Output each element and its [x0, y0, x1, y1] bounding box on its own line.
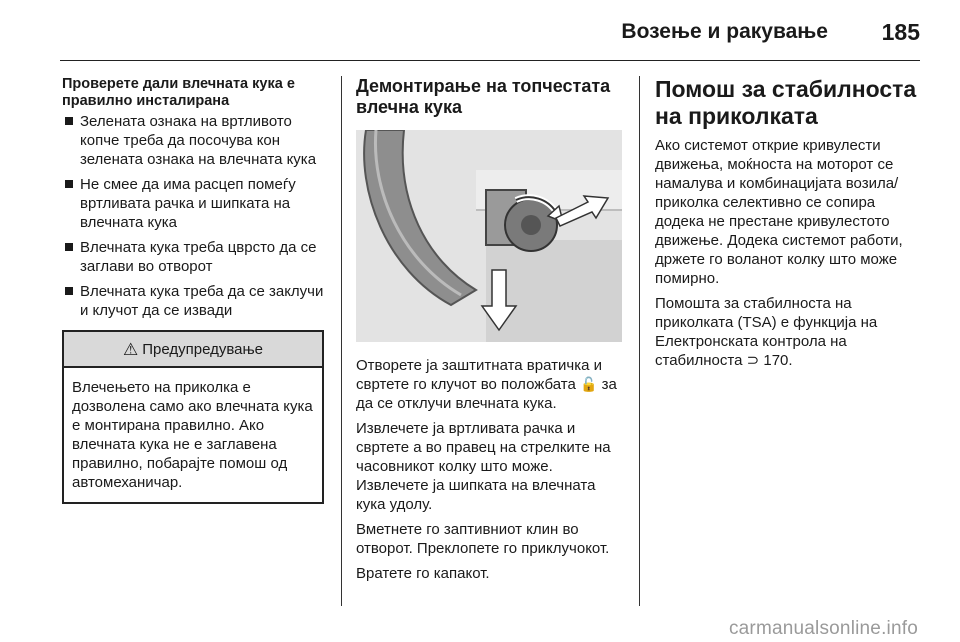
bullet-square-icon [65, 117, 73, 125]
list-item: Влечната кука треба да се заклучи и клучот да се извади [62, 282, 324, 320]
page-ref-arrow-icon: ⊃ [746, 352, 760, 369]
bullet-square-icon [65, 243, 73, 251]
removal-heading: Демонтирање на топчестата влечна кука [356, 76, 611, 117]
bullet-square-icon [65, 180, 73, 188]
tow-hitch-illustration [356, 130, 622, 342]
bullet-square-icon [65, 287, 73, 295]
step-unlock: Отворете ја заштитната вратичка и свртете го клучот во положбата 🔓 за да се отклучи влечната кука. [356, 357, 617, 412]
step-cover: Вратете го капакот. [356, 565, 490, 582]
unlock-icon: 🔓 [579, 376, 598, 392]
header-divider [60, 60, 920, 61]
list-item: Зелената ознака на вртливото копче треба да посочува кон зелената ознака на влечната кука [62, 112, 324, 169]
step-seal: Вметнете го заптивниот клин во отворот. Преклопете го приклучокот. [356, 521, 610, 557]
check-list [62, 112, 324, 320]
header-title: Возење и ракување [621, 20, 828, 43]
tsa-reference: Помошта за стабилноста на приколката (TSA) е функција на Електронската контрола на стабилноста ⊃ 170. [655, 295, 878, 369]
page-reference-link[interactable]: 170. [763, 352, 793, 369]
tsa-heading: Помош за стабилноста на приколката [655, 76, 917, 129]
warning-text: Влечењето на приколка е дозволена само ако влечната кука е монтирана правилно. Ако влечната кука не е заглавена правилно, побарајте помош од автомеханичар. [72, 379, 313, 491]
check-installation-heading: Проверете дали влечната кука е правилно инсталирана [62, 76, 295, 109]
page-number: 185 [881, 19, 920, 45]
warning-title: Предупредување [142, 340, 264, 358]
page-header [0, 0, 960, 60]
column-divider [639, 76, 640, 606]
column-left [62, 76, 324, 504]
column-middle [356, 76, 624, 589]
column-right [655, 76, 923, 376]
tsa-description: Ако системот открие кривулести движења, моќноста на моторот се намалува и комбинацијата возила/ приколка селективно се сопира додека не престане кривулестото движење. Додека системот работи, држете го воланот колку што може помирно. [655, 137, 903, 287]
column-divider [341, 76, 342, 606]
warning-triangle-icon: ⚠ [122, 339, 139, 359]
watermark: carmanualsonline.info [728, 618, 918, 639]
list-item: Не смее да има расцеп помеѓу вртливата рачка и шипката на влечната кука [62, 175, 324, 232]
list-item: Влечната кука треба цврсто да се заглави во отворот [62, 238, 324, 276]
warning-box [62, 330, 324, 504]
step-remove: Извлечете ја вртливата рачка и свртете а во правец на стрелките на часовникот колку што може. Извлечете ја шипката на влечната кука удолу. [356, 420, 611, 513]
warning-header [64, 332, 322, 368]
